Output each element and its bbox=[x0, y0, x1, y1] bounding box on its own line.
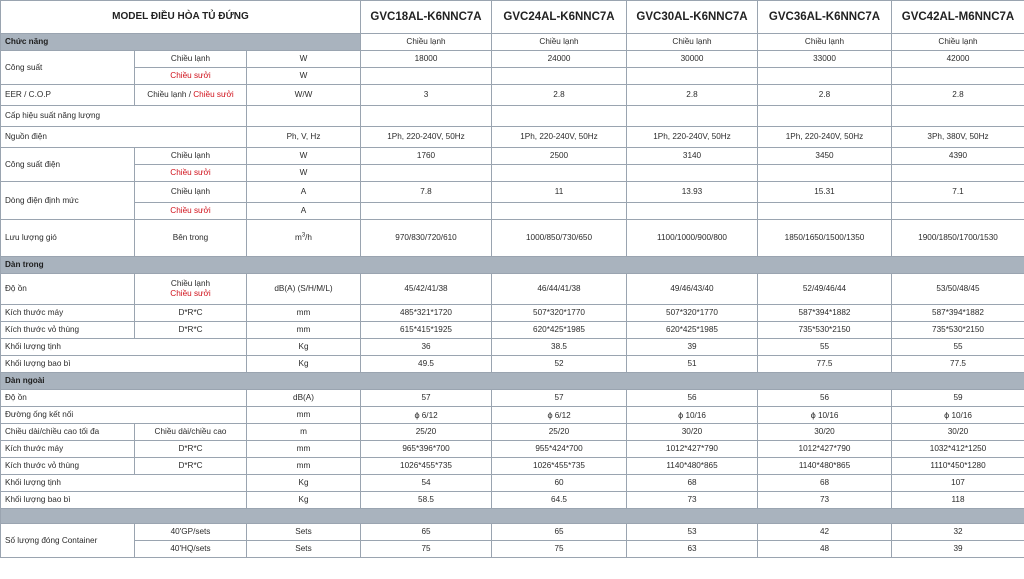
cell: 2.8 bbox=[758, 85, 892, 106]
row-sub: Chiều lạnh bbox=[135, 148, 247, 165]
cell: 1850/1650/1500/1350 bbox=[758, 220, 892, 257]
cell: 107 bbox=[892, 475, 1024, 492]
cell: 73 bbox=[627, 492, 758, 509]
cell: 39 bbox=[892, 541, 1024, 558]
cell: 38.5 bbox=[492, 339, 627, 356]
cell bbox=[627, 106, 758, 127]
cell: 36 bbox=[361, 339, 492, 356]
cell: 25/20 bbox=[361, 424, 492, 441]
row-unit: W bbox=[247, 68, 361, 85]
row-unit: Kg bbox=[247, 492, 361, 509]
cell: 51 bbox=[627, 356, 758, 373]
cell: 57 bbox=[492, 390, 627, 407]
cell: 507*320*1770 bbox=[492, 305, 627, 322]
cell: 63 bbox=[627, 541, 758, 558]
cell bbox=[758, 68, 892, 85]
row-unit: W/W bbox=[247, 85, 361, 106]
function-value: Chiều lạnh bbox=[492, 34, 627, 51]
cell bbox=[361, 106, 492, 127]
cell: 955*424*700 bbox=[492, 441, 627, 458]
table-row bbox=[1, 356, 1024, 373]
row-sub-heating: Chiều sưởi bbox=[135, 203, 247, 220]
cell: 24000 bbox=[492, 51, 627, 68]
cell: 587*394*1882 bbox=[892, 305, 1024, 322]
cell: 13.93 bbox=[627, 182, 758, 203]
row-label: Độ ồn bbox=[1, 274, 135, 305]
table-row bbox=[1, 68, 1024, 85]
cell: 1900/1850/1700/1530 bbox=[892, 220, 1024, 257]
row-sub: D*R*C bbox=[135, 322, 247, 339]
row-unit: Kg bbox=[247, 339, 361, 356]
cell: 56 bbox=[627, 390, 758, 407]
row-label: Kích thước vỏ thùng bbox=[1, 458, 135, 475]
table-row bbox=[1, 541, 1024, 558]
table-row bbox=[1, 305, 1024, 322]
cell: 49/46/43/40 bbox=[627, 274, 758, 305]
row-label: Đường ống kết nối bbox=[1, 407, 247, 424]
cell bbox=[492, 68, 627, 85]
phi-icon: ϕ bbox=[547, 409, 553, 420]
cell: 620*425*1985 bbox=[492, 322, 627, 339]
cell: 970/830/720/610 bbox=[361, 220, 492, 257]
row-sub-cooling: Chiều lạnh / bbox=[147, 90, 194, 99]
cell: 507*320*1770 bbox=[627, 305, 758, 322]
section-function bbox=[1, 34, 1024, 51]
table-row bbox=[1, 492, 1024, 509]
cell: 53 bbox=[627, 524, 758, 541]
cell: 54 bbox=[361, 475, 492, 492]
cell: 1Ph, 220-240V, 50Hz bbox=[758, 127, 892, 148]
cell: 52/49/46/44 bbox=[758, 274, 892, 305]
row-unit: W bbox=[247, 51, 361, 68]
row-unit: A bbox=[247, 203, 361, 220]
cell: 3 bbox=[361, 85, 492, 106]
cell bbox=[892, 165, 1024, 182]
cell: 59 bbox=[892, 390, 1024, 407]
row-unit bbox=[247, 220, 361, 257]
row-sub-heating: Chiều sưởi bbox=[135, 68, 247, 85]
table-row bbox=[1, 475, 1024, 492]
row-unit: Kg bbox=[247, 356, 361, 373]
cell: 42 bbox=[758, 524, 892, 541]
cell: 48 bbox=[758, 541, 892, 558]
cell: 1026*455*735 bbox=[492, 458, 627, 475]
row-label: Nguồn điện bbox=[1, 127, 247, 148]
cell: 49.5 bbox=[361, 356, 492, 373]
cell: 52 bbox=[492, 356, 627, 373]
cell bbox=[892, 106, 1024, 127]
row-label: Kích thước máy bbox=[1, 305, 135, 322]
cell: 42000 bbox=[892, 51, 1024, 68]
table-row bbox=[1, 441, 1024, 458]
cell: 30000 bbox=[627, 51, 758, 68]
cell: 1100/1000/900/800 bbox=[627, 220, 758, 257]
row-unit: mm bbox=[247, 458, 361, 475]
section-outdoor bbox=[1, 373, 1024, 390]
model-header: GVC42AL-M6NNC7A bbox=[892, 1, 1024, 34]
cell: 1760 bbox=[361, 148, 492, 165]
cell: 2500 bbox=[492, 148, 627, 165]
row-label: EER / C.O.P bbox=[1, 85, 135, 106]
row-unit: mm bbox=[247, 407, 361, 424]
row-sub-heating: Chiều sưởi bbox=[193, 90, 234, 99]
cell: 55 bbox=[758, 339, 892, 356]
cell bbox=[492, 407, 627, 424]
header-row bbox=[1, 1, 1024, 34]
row-label: Chiều dài/chiều cao tối đa bbox=[1, 424, 135, 441]
table-row bbox=[1, 203, 1024, 220]
cell: 68 bbox=[758, 475, 892, 492]
row-sub: Chiều lạnh bbox=[135, 182, 247, 203]
cell: 485*321*1720 bbox=[361, 305, 492, 322]
row-unit: mm bbox=[247, 441, 361, 458]
row-label: Khối lượng bao bì bbox=[1, 356, 247, 373]
table-row bbox=[1, 458, 1024, 475]
function-value: Chiều lạnh bbox=[627, 34, 758, 51]
row-sub-heating: Chiều sưởi bbox=[135, 165, 247, 182]
row-sub: 40'GP/sets bbox=[135, 524, 247, 541]
row-label: Khối lượng tịnh bbox=[1, 339, 247, 356]
function-value: Chiều lạnh bbox=[758, 34, 892, 51]
cell: 58.5 bbox=[361, 492, 492, 509]
table-row bbox=[1, 165, 1024, 182]
unit-base: m bbox=[294, 233, 302, 242]
row-label: Dòng điện định mức bbox=[1, 182, 135, 220]
row-sub bbox=[135, 85, 247, 106]
table-row bbox=[1, 390, 1024, 407]
row-label: Công suất điện bbox=[1, 148, 135, 182]
cell: 46/44/41/38 bbox=[492, 274, 627, 305]
cell: 2.8 bbox=[492, 85, 627, 106]
row-unit: W bbox=[247, 148, 361, 165]
section-band bbox=[1, 509, 1024, 524]
table-row bbox=[1, 106, 1024, 127]
section-label: Dàn ngoài bbox=[1, 373, 1024, 390]
cell bbox=[361, 203, 492, 220]
table-row bbox=[1, 148, 1024, 165]
row-unit: Ph, V, Hz bbox=[247, 127, 361, 148]
cell: 11 bbox=[492, 182, 627, 203]
cell-value: 6/12 bbox=[554, 410, 571, 420]
table-row bbox=[1, 339, 1024, 356]
cell: 60 bbox=[492, 475, 627, 492]
row-label: Khối lượng bao bì bbox=[1, 492, 247, 509]
cell bbox=[627, 165, 758, 182]
cell bbox=[758, 407, 892, 424]
cell: 30/20 bbox=[627, 424, 758, 441]
cell bbox=[361, 165, 492, 182]
row-label: Khối lượng tịnh bbox=[1, 475, 247, 492]
cell: 65 bbox=[361, 524, 492, 541]
row-label: Cấp hiệu suất năng lượng bbox=[1, 106, 247, 127]
row-sub: Chiều dài/chiều cao bbox=[135, 424, 247, 441]
cell-value: 10/16 bbox=[817, 410, 839, 420]
row-sub: Bên trong bbox=[135, 220, 247, 257]
cell: 1026*455*735 bbox=[361, 458, 492, 475]
cell: 64.5 bbox=[492, 492, 627, 509]
cell bbox=[492, 203, 627, 220]
cell bbox=[892, 68, 1024, 85]
cell-value: 10/16 bbox=[951, 410, 972, 420]
table-row bbox=[1, 322, 1024, 339]
cell: 1140*480*865 bbox=[627, 458, 758, 475]
table-title: MODEL ĐIỀU HÒA TỦ ĐỨNG bbox=[1, 1, 361, 34]
table-row bbox=[1, 424, 1024, 441]
cell bbox=[892, 203, 1024, 220]
cell: 39 bbox=[627, 339, 758, 356]
cell: 615*415*1925 bbox=[361, 322, 492, 339]
cell: 3140 bbox=[627, 148, 758, 165]
row-label: Kích thước máy bbox=[1, 441, 135, 458]
row-sub: D*R*C bbox=[135, 458, 247, 475]
table-row bbox=[1, 182, 1024, 203]
cell: 15.31 bbox=[758, 182, 892, 203]
row-unit: m bbox=[247, 424, 361, 441]
function-value: Chiều lạnh bbox=[892, 34, 1024, 51]
model-header: GVC18AL-K6NNC7A bbox=[361, 1, 492, 34]
cell: 1000/850/730/650 bbox=[492, 220, 627, 257]
cell: 2.8 bbox=[892, 85, 1024, 106]
row-unit: Sets bbox=[247, 541, 361, 558]
cell: 735*530*2150 bbox=[758, 322, 892, 339]
cell: 3Ph, 380V, 50Hz bbox=[892, 127, 1024, 148]
cell bbox=[758, 165, 892, 182]
cell bbox=[627, 68, 758, 85]
cell: 73 bbox=[758, 492, 892, 509]
cell: 587*394*1882 bbox=[758, 305, 892, 322]
row-unit: W bbox=[247, 165, 361, 182]
cell: 53/50/48/45 bbox=[892, 274, 1024, 305]
phi-icon: ϕ bbox=[810, 409, 816, 420]
table-row bbox=[1, 220, 1024, 257]
cell bbox=[361, 407, 492, 424]
cell: 30/20 bbox=[892, 424, 1024, 441]
phi-icon: ϕ bbox=[678, 409, 684, 420]
section-indoor bbox=[1, 257, 1024, 274]
cell: 1032*412*1250 bbox=[892, 441, 1024, 458]
cell: 33000 bbox=[758, 51, 892, 68]
cell: 4390 bbox=[892, 148, 1024, 165]
row-label: Lưu lượng gió bbox=[1, 220, 135, 257]
cell: 77.5 bbox=[758, 356, 892, 373]
cell: 1110*450*1280 bbox=[892, 458, 1024, 475]
cell: 25/20 bbox=[492, 424, 627, 441]
row-unit: mm bbox=[247, 305, 361, 322]
cell-value: 10/16 bbox=[685, 410, 706, 420]
cell: 30/20 bbox=[758, 424, 892, 441]
cell: 3450 bbox=[758, 148, 892, 165]
row-unit: Sets bbox=[247, 524, 361, 541]
cell bbox=[492, 106, 627, 127]
cell bbox=[492, 165, 627, 182]
row-label: Kích thước vỏ thùng bbox=[1, 322, 135, 339]
table-row bbox=[1, 127, 1024, 148]
row-unit: Kg bbox=[247, 475, 361, 492]
section-label: Chức năng bbox=[1, 34, 361, 51]
row-label: Độ ồn bbox=[1, 390, 247, 407]
cell: 620*425*1985 bbox=[627, 322, 758, 339]
row-sub-cooling: Chiều lạnh bbox=[170, 279, 211, 288]
cell: 75 bbox=[361, 541, 492, 558]
row-sub bbox=[135, 274, 247, 305]
table-row bbox=[1, 51, 1024, 68]
cell: 55 bbox=[892, 339, 1024, 356]
phi-icon: ϕ bbox=[414, 409, 420, 420]
cell: 965*396*700 bbox=[361, 441, 492, 458]
table-row bbox=[1, 407, 1024, 424]
row-sub: D*R*C bbox=[135, 441, 247, 458]
cell: 1140*480*865 bbox=[758, 458, 892, 475]
table-row bbox=[1, 274, 1024, 305]
cell bbox=[627, 407, 758, 424]
row-label: Công suất bbox=[1, 51, 135, 85]
cell: 1Ph, 220-240V, 50Hz bbox=[492, 127, 627, 148]
cell-value: 6/12 bbox=[421, 410, 438, 420]
cell: 1012*427*790 bbox=[627, 441, 758, 458]
cell: 18000 bbox=[361, 51, 492, 68]
cell: 1Ph, 220-240V, 50Hz bbox=[361, 127, 492, 148]
cell: 75 bbox=[492, 541, 627, 558]
cell: 118 bbox=[892, 492, 1024, 509]
cell: 2.8 bbox=[627, 85, 758, 106]
table-row bbox=[1, 85, 1024, 106]
cell: 32 bbox=[892, 524, 1024, 541]
cell: 7.1 bbox=[892, 182, 1024, 203]
row-sub: 40'HQ/sets bbox=[135, 541, 247, 558]
row-unit: A bbox=[247, 182, 361, 203]
cell: 65 bbox=[492, 524, 627, 541]
unit-exponent: 3 bbox=[301, 232, 306, 239]
cell: 735*530*2150 bbox=[892, 322, 1024, 339]
row-sub-heating: Chiều sưởi bbox=[170, 289, 211, 298]
cell bbox=[892, 407, 1024, 424]
model-header: GVC24AL-K6NNC7A bbox=[492, 1, 627, 34]
row-unit: dB(A) (S/H/M/L) bbox=[247, 274, 361, 305]
row-sub: D*R*C bbox=[135, 305, 247, 322]
section-divider bbox=[1, 509, 1024, 524]
cell bbox=[627, 203, 758, 220]
unit-tail: /h bbox=[305, 233, 312, 242]
section-label: Dàn trong bbox=[1, 257, 1024, 274]
cell: 68 bbox=[627, 475, 758, 492]
row-unit: dB(A) bbox=[247, 390, 361, 407]
function-value: Chiều lạnh bbox=[361, 34, 492, 51]
row-unit bbox=[247, 106, 361, 127]
row-label: Số lượng đóng Container bbox=[1, 524, 135, 558]
row-unit: mm bbox=[247, 322, 361, 339]
phi-icon: ϕ bbox=[944, 409, 950, 420]
cell: 77.5 bbox=[892, 356, 1024, 373]
model-header: GVC36AL-K6NNC7A bbox=[758, 1, 892, 34]
cell: 56 bbox=[758, 390, 892, 407]
model-header: GVC30AL-K6NNC7A bbox=[627, 1, 758, 34]
cell: 1Ph, 220-240V, 50Hz bbox=[627, 127, 758, 148]
table-row bbox=[1, 524, 1024, 541]
cell bbox=[361, 68, 492, 85]
cell: 1012*427*790 bbox=[758, 441, 892, 458]
cell bbox=[758, 106, 892, 127]
cell: 7.8 bbox=[361, 182, 492, 203]
cell: 57 bbox=[361, 390, 492, 407]
row-sub: Chiều lạnh bbox=[135, 51, 247, 68]
cell bbox=[758, 203, 892, 220]
cell: 45/42/41/38 bbox=[361, 274, 492, 305]
